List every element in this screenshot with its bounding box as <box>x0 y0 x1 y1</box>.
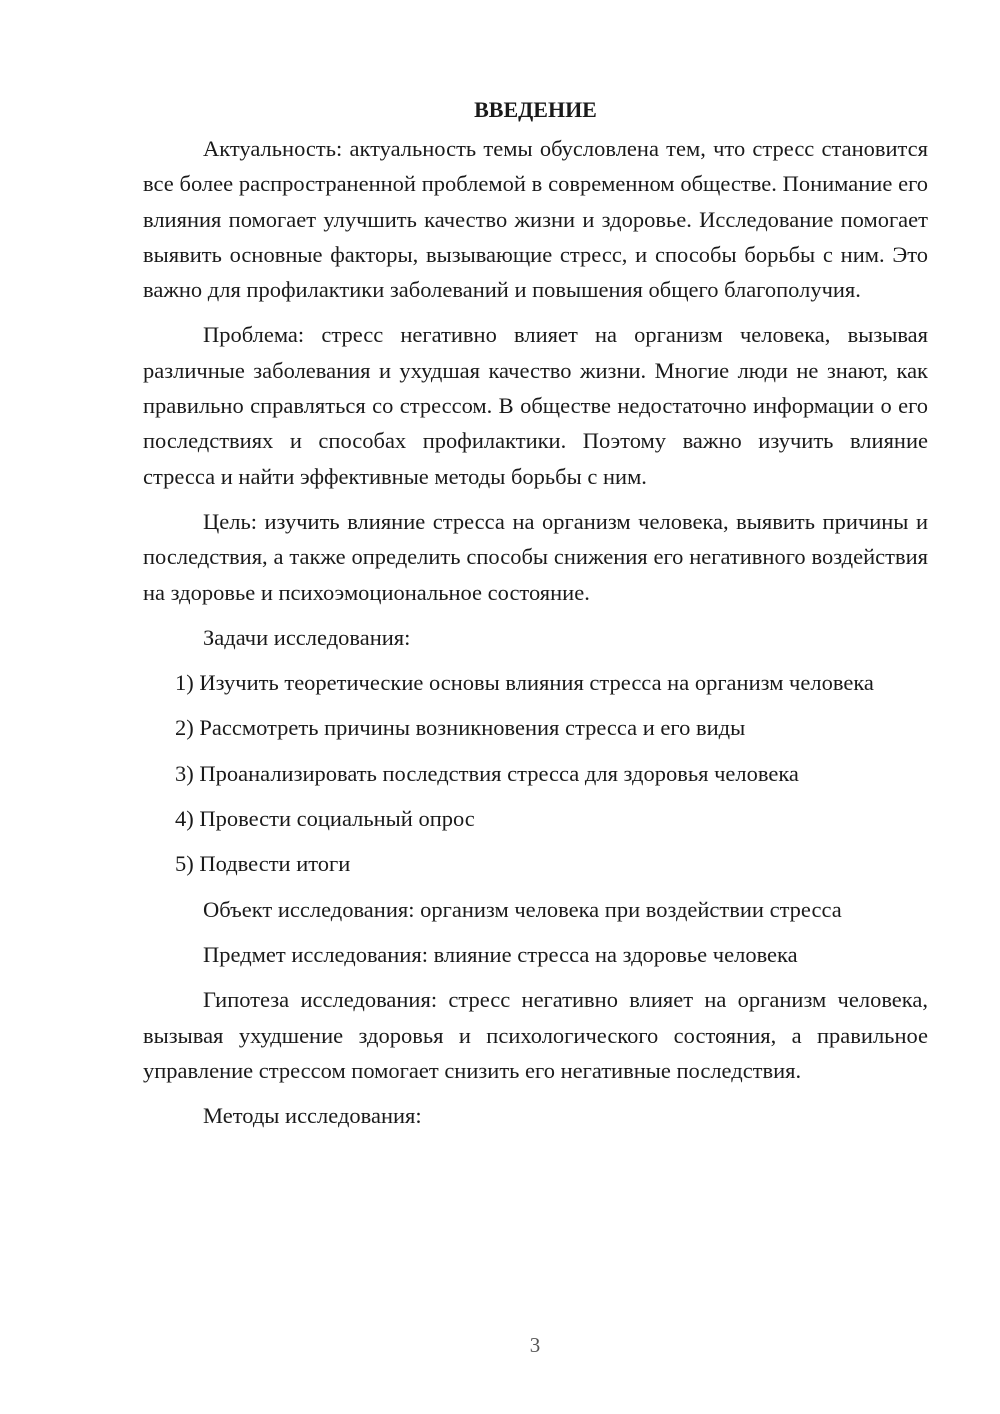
task-item: 1) Изучить теоретические основы влияния стресса на организм человека <box>175 670 874 696</box>
task-item: 5) Подвести итоги <box>175 851 351 877</box>
document-body <box>143 92 928 1143</box>
tasks-list <box>143 665 928 881</box>
task-item: 4) Провести социальный опрос <box>175 806 475 832</box>
hypothesis-paragraph: Гипотеза исследования: стресс негативно влияет на организм человека, вызывая ухудшение здоровья и психологического состояния, а правильное управление стрессом помогает снизить его негативные последствия. <box>143 987 928 1083</box>
problem-paragraph: Проблема: стресс негативно влияет на организм человека, вызывая различные заболевания и ухудшая качество жизни. Многие люди не знают, как правильно справляться со стрессом. В обществе недостаточно информации о его последствиях и способах профилактики. Поэтому важно изучить влияние стресса и найти эффективные методы борьбы с ним. <box>143 322 928 489</box>
task-item: 2) Рассмотреть причины возникновения стресса и его виды <box>175 715 746 741</box>
tasks-label: Задачи исследования: <box>203 624 411 650</box>
goal-paragraph: Цель: изучить влияние стресса на организм человека, выявить причины и последствия, а также определить способы снижения его негативного воздействия на здоровье и психоэмоциональное состояние. <box>143 508 928 605</box>
task-item: 3) Проанализировать последствия стресса для здоровья человека <box>175 760 799 786</box>
section-title: ВВЕДЕНИЕ <box>474 97 597 122</box>
object-paragraph: Объект исследования: организм человека при воздействии стресса <box>203 896 842 922</box>
methods-label: Методы исследования: <box>203 1103 422 1129</box>
page-number: 3 <box>529 1333 541 1357</box>
relevance-paragraph: Актуальность: актуальность темы обусловлена тем, что стресс становится все более распространенной проблемой в современном обществе. Понимание его влияния помогает улучшить качество жизни и здоровье. Исследование помогает выявить основные факторы, вызывающие стресс, и способы борьбы с ним. Это важно для профилактики заболеваний и повышения общего благополучия. <box>143 136 928 303</box>
subject-paragraph: Предмет исследования: влияние стресса на здоровье человека <box>203 941 798 967</box>
